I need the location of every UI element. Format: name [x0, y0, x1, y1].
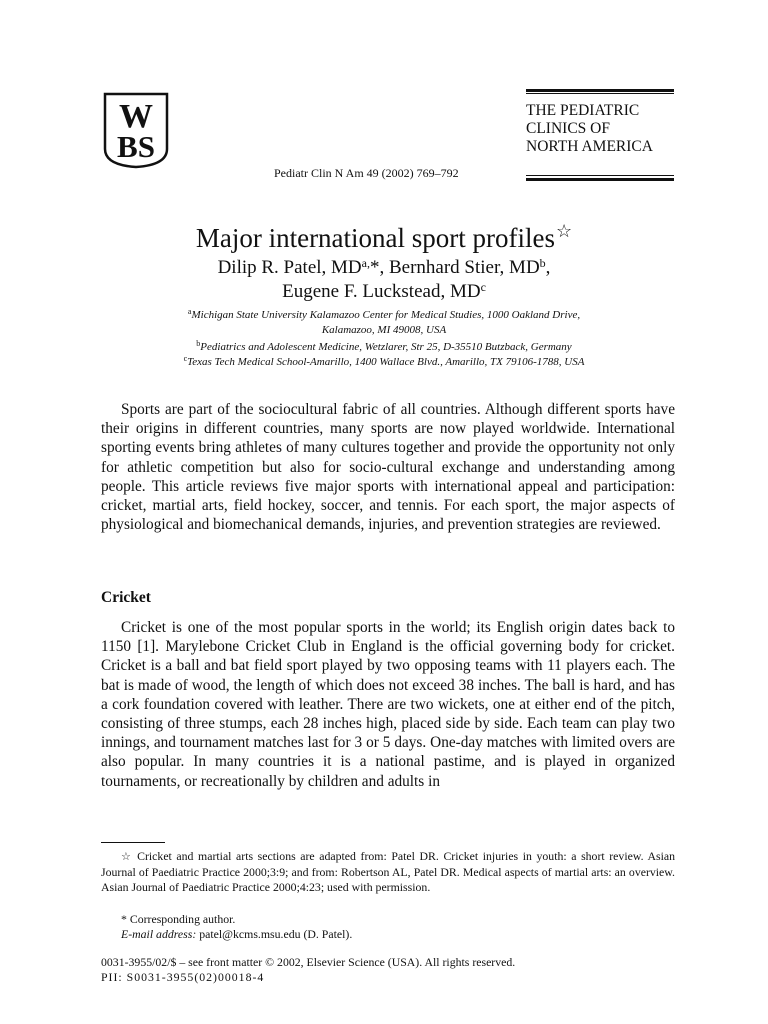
footnote-rule [101, 842, 165, 843]
footnote-star-icon: ☆ [121, 851, 133, 863]
logo-text-top: W [119, 98, 153, 135]
footnote-email [101, 927, 675, 942]
affiliation-c-text: Texas Tech Medical School-Amarillo, 1400 Wallace Blvd., Amarillo, TX 79106-1788, USA [187, 356, 585, 368]
affiliation-b-text: Pediatrics and Adolescent Medicine, Wetzlarer, Str 25, D-35510 Butzback, Germany [200, 341, 572, 353]
publisher-logo [101, 91, 171, 169]
author-line-2 [0, 280, 768, 304]
author-separator: , [379, 257, 389, 278]
affiliation-b [0, 340, 768, 354]
affiliation-a-label: a [187, 307, 192, 316]
copyright: 0031-3955/02/$ – see front matter © 2002, Elsevier Science (USA). All rights reserved. [101, 955, 516, 969]
section-paragraph: Cricket is one of the most popular sports in the world; its English origin dates back to 1150 [1]. Marylebone Cricket Club in England is the official governing body for cricket. Cricket is a ball and bat field sport played by two opposing teams with 11 players each. The bat is made of wood, the length of which does not exceed 38 inches. The ball is hard, and has a cork foundation covered with leather. There are two wickets, one at either end of the pitch, consisting of three stumps, each 28 inches high, placed side by side. Each team can play two innings, and tournament matches last for 3 or 5 days. One-day matches with limited overs are also popular. In many countries it is a national pastime, and is played in organized tournaments, or recreationally by children and adults in [101, 619, 675, 790]
journal-rule-bottom [526, 175, 674, 181]
title-footnote-star-icon: ☆ [556, 221, 573, 241]
author-3: Eugene F. Luckstead, MD [282, 281, 481, 302]
affiliation-b-label: b [196, 339, 201, 348]
author-1-affiliation: a, [361, 256, 370, 270]
citation: Pediatr Clin N Am 49 (2002) 769–792 [274, 166, 459, 180]
journal-line-3: NORTH AMERICA [526, 138, 653, 155]
journal-line-2: CLINICS OF [526, 120, 610, 137]
title-text: Major international sport profiles [195, 223, 556, 253]
email-address[interactable]: patel@kcms.msu.edu (D. Patel). [199, 927, 353, 941]
affiliation-a [0, 308, 768, 322]
journal-line-1: THE PEDIATRIC [526, 102, 640, 119]
footnote-corresponding: * Corresponding author. [121, 912, 236, 926]
section-heading: Cricket [101, 589, 151, 606]
affiliation-c-label: c [183, 354, 188, 363]
logo-text-bottom: BS [117, 129, 155, 164]
author-1: Dilip R. Patel, MD [217, 257, 362, 278]
author-line-1 [0, 256, 768, 280]
article-title [0, 214, 768, 255]
affiliation-c [0, 355, 768, 369]
journal-name [526, 89, 674, 156]
pii: PII: S0031-3955(02)00018-4 [101, 970, 265, 984]
author-2-affiliation: b [539, 256, 546, 270]
author-2: Bernhard Stier, MD [388, 257, 540, 278]
abstract: Sports are part of the sociocultural fabric of all countries. Although different sports have their origins in different countries, many sports are now played worldwide. International sporting events bring athletes of many cultures together and provide the opportunity not only for athletic competition but also for socio-cultural exchange and understanding among people. This article reviews five major sports with international appeal and participation: cricket, martial arts, field hockey, soccer, and tennis. For each sport, the major aspects of physiological and biomechanical demands, injuries, and prevention strategies are reviewed. [101, 401, 675, 534]
footnote-source-text: Cricket and martial arts sections are adapted from: Patel DR. Cricket injuries in youth: a short review. Asian Journal of Paediatric Practice 2000;3:9; and from: Robertson AL, Patel DR. Medical aspects of martial arts: an overview. Asian Journal of Paediatric Practice 2000;4:23; used with permission. [101, 849, 675, 894]
corresponding-mark: * [369, 257, 380, 278]
author-3-affiliation: c [480, 280, 486, 294]
journal-rule-thin [526, 93, 674, 94]
author-separator: , [545, 257, 551, 278]
footnote-source [101, 849, 675, 895]
email-label: E-mail address: [121, 927, 197, 941]
affiliation-a-cont: Kalamazoo, MI 49008, USA [321, 324, 447, 336]
journal-rule-top [526, 89, 674, 92]
affiliation-a-text: Michigan State University Kalamazoo Center for Medical Studies, 1000 Oakland Drive, [191, 309, 581, 321]
